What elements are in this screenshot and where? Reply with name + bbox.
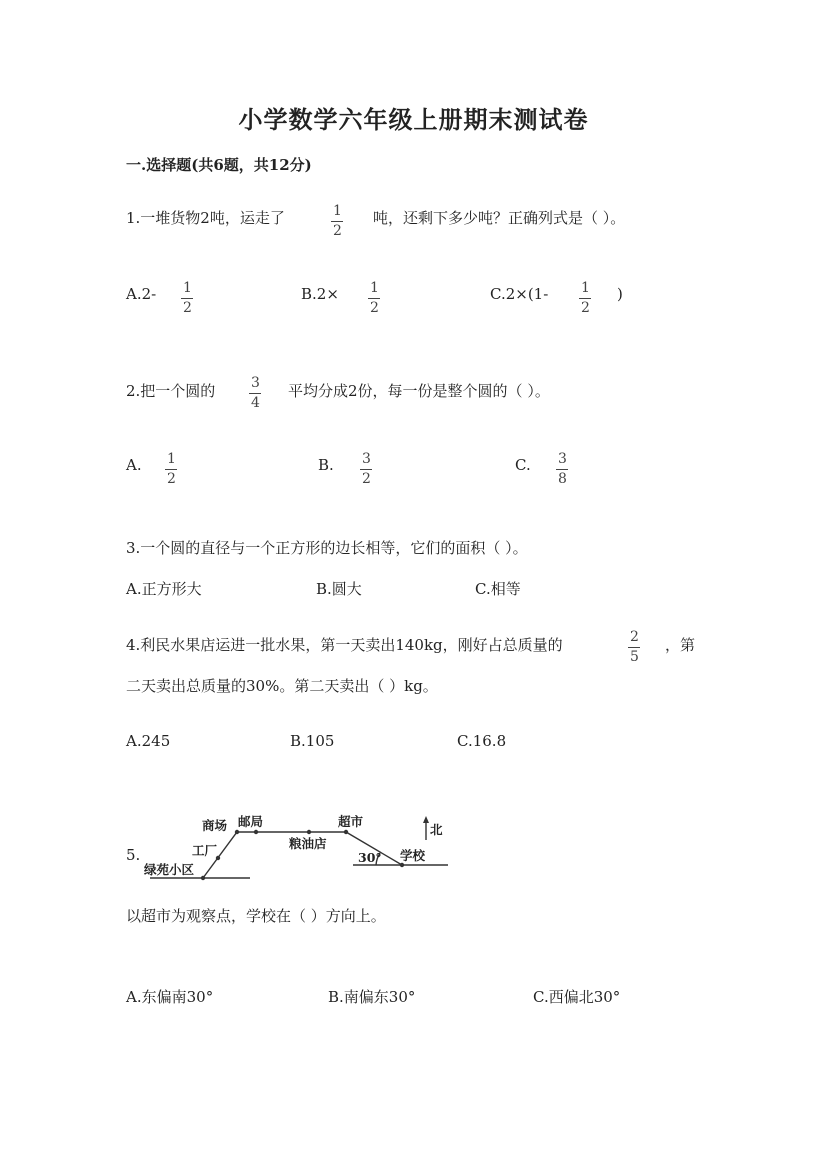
frac-den: 4 (251, 395, 260, 411)
q2-option-b[interactable]: B. (318, 456, 334, 474)
page-title: 小学数学六年级上册期末测试卷 (238, 105, 589, 134)
q1-stem-start: 1.一堆货物2吨，运走了 (126, 209, 285, 227)
q2-option-a-fraction (165, 452, 178, 486)
q3-option-c[interactable]: C.相等 (475, 580, 521, 598)
frac-den: 2 (183, 300, 192, 316)
frac-num: 3 (362, 451, 371, 467)
q5-option-a[interactable]: A.东偏南30° (126, 988, 214, 1006)
q4-fraction (628, 630, 641, 664)
q1-option-c-fraction (579, 281, 592, 315)
map-label-post: 邮局 (238, 814, 264, 829)
q3-option-b[interactable]: B.圆大 (316, 580, 362, 598)
fraction-bar (368, 298, 380, 299)
map-label-factory: 工厂 (192, 843, 218, 858)
map-label-angle: 30° (358, 850, 382, 865)
frac-num: 3 (251, 375, 260, 391)
q4-option-b[interactable]: B.105 (290, 732, 335, 750)
grain-point (307, 830, 311, 834)
q5-option-c[interactable]: C.西偏北30° (533, 988, 621, 1006)
fraction-bar (628, 647, 640, 648)
q1-option-c-close: ) (617, 285, 623, 303)
frac-num: 1 (581, 280, 590, 296)
fraction-bar (556, 469, 568, 470)
frac-num: 1 (183, 280, 192, 296)
q2-stem-start: 2.把一个圆的 (126, 382, 216, 400)
q1-option-b[interactable]: B.2× (301, 285, 339, 303)
fraction-bar (579, 298, 591, 299)
q2-option-c[interactable]: C. (515, 456, 531, 474)
map-label-school: 学校 (400, 848, 426, 863)
frac-den: 2 (167, 471, 176, 487)
route-map-figure (138, 808, 458, 884)
q1-stem-end: 吨，还剩下多少吨？正确列式是（ ）。 (373, 209, 626, 227)
q2-option-c-fraction (556, 452, 569, 486)
north-arrow-head (423, 816, 429, 823)
q1-fraction (331, 204, 344, 238)
market-point (344, 830, 348, 834)
q5-option-b[interactable]: B.南偏东30° (328, 988, 416, 1006)
q5-number: 5. (126, 846, 141, 864)
map-label-community: 绿苑小区 (144, 862, 195, 877)
q2-stem-end: 平均分成2份，每一份是整个圆的（ ）。 (288, 382, 550, 400)
school-point (400, 863, 404, 867)
section-heading: 一.选择题(共6题，共12分) (126, 156, 312, 174)
q2-option-a[interactable]: A. (126, 456, 142, 474)
q2-fraction (249, 376, 262, 410)
q3-option-a[interactable]: A.正方形大 (126, 580, 202, 598)
frac-num: 3 (558, 451, 567, 467)
fraction-bar (331, 221, 343, 222)
fraction-bar (181, 298, 193, 299)
fraction-bar (360, 469, 372, 470)
q1-option-b-fraction (368, 281, 381, 315)
q1-option-a-fraction (181, 281, 194, 315)
q2-option-b-fraction (360, 452, 373, 486)
community-point (201, 876, 205, 880)
post-point (254, 830, 258, 834)
q3-stem: 3.一个圆的直径与一个正方形的边长相等，它们的面积（ ）。 (126, 539, 528, 557)
fraction-bar (165, 469, 177, 470)
frac-den: 2 (581, 300, 590, 316)
frac-num: 2 (630, 629, 639, 645)
map-label-market: 超市 (338, 814, 364, 829)
frac-num: 1 (167, 451, 176, 467)
q1-frac-den: 2 (333, 223, 342, 239)
q5-stem: 以超市为观察点，学校在（ ）方向上。 (126, 907, 386, 925)
q1-option-c[interactable]: C.2×(1- (490, 285, 549, 303)
q4-stem-start: 4.利民水果店运进一批水果，第一天卖出140kg，刚好占总质量的 (126, 636, 563, 654)
q1-frac-num: 1 (333, 203, 342, 219)
q4-stem-end: 二天卖出总质量的30%。第二天卖出（ ）kg。 (126, 677, 438, 695)
q4-option-c[interactable]: C.16.8 (457, 732, 507, 750)
q1-option-a[interactable]: A.2- (126, 285, 157, 303)
mall-point (235, 830, 239, 834)
frac-den: 5 (630, 649, 639, 665)
frac-den: 2 (370, 300, 379, 316)
q4-option-a[interactable]: A.245 (126, 732, 171, 750)
frac-den: 2 (362, 471, 371, 487)
map-label-mall: 商场 (202, 818, 228, 833)
frac-num: 1 (370, 280, 379, 296)
fraction-bar (249, 393, 261, 394)
map-label-grain: 粮油店 (289, 836, 327, 851)
frac-den: 8 (558, 471, 567, 487)
map-label-north: 北 (430, 822, 443, 837)
q4-stem-mid: ，第 (665, 636, 696, 654)
